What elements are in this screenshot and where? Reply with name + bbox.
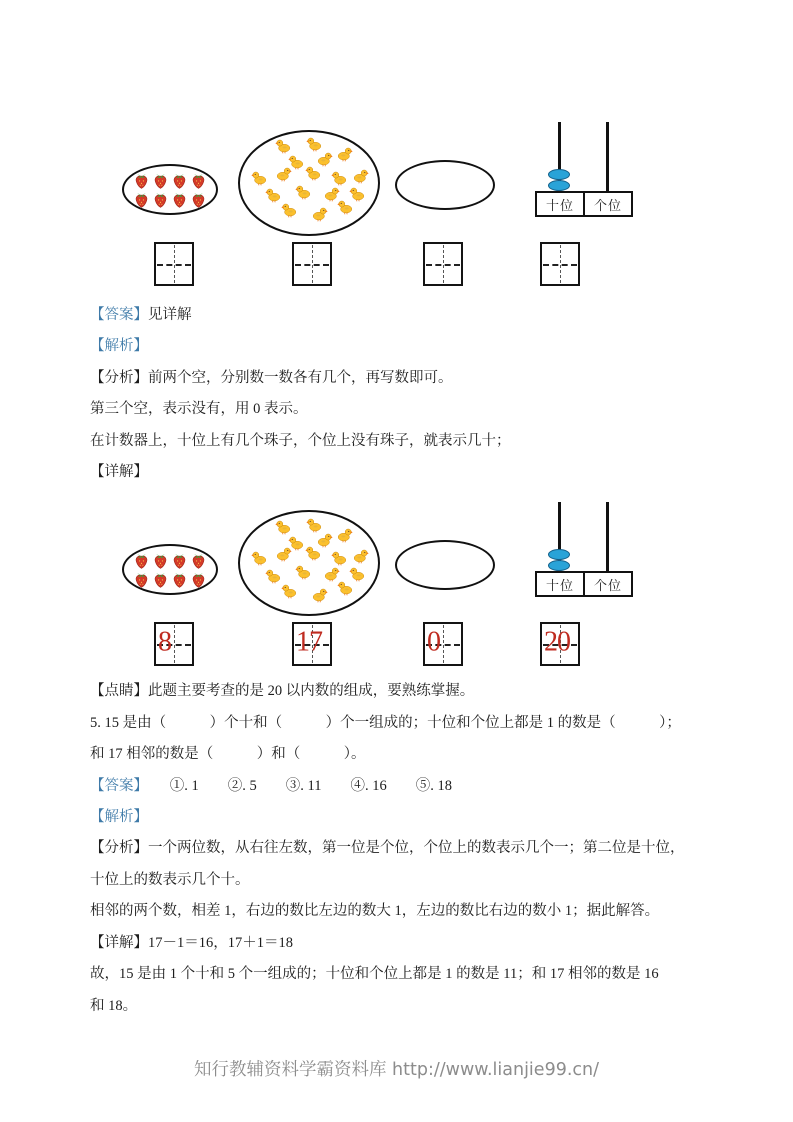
text-line <box>90 771 708 802</box>
line-text: ①. 1 ②. 5 ③. 11 ④. 16 ⑤. 18 <box>140 777 452 794</box>
text-line <box>90 739 708 770</box>
answer-grid-box <box>292 242 332 286</box>
place-value-table <box>535 571 633 597</box>
abacus-bead <box>548 180 570 191</box>
strawberry-icon <box>170 570 189 589</box>
abacus-bead <box>548 560 570 571</box>
ones-rod <box>606 502 609 572</box>
line-text: 和 17 相邻的数是（ ）和（ ）。 <box>90 746 366 763</box>
ones-place-label: 个位 <box>583 573 631 595</box>
strawberry-icon <box>170 551 189 570</box>
text-line <box>90 708 708 739</box>
strawberry-icon <box>170 171 189 190</box>
duck-icon <box>276 166 292 182</box>
place-value-table <box>535 191 633 217</box>
text-line <box>90 426 708 457</box>
text-line <box>90 959 708 990</box>
line-text: 5. 15 是由（ ）个十和（ ）个一组成的；十位和个位上都是 1 的数是（ ）； <box>90 714 681 731</box>
abacus-bead <box>548 549 570 560</box>
text-line <box>90 363 708 394</box>
strawberry-icon <box>151 570 170 589</box>
duck-icon <box>295 564 311 580</box>
strawberry-icon <box>132 190 151 209</box>
text-line <box>90 991 708 1022</box>
answer-value: 20 <box>544 627 570 659</box>
tens-place-label: 十位 <box>545 577 574 593</box>
text-line <box>90 833 708 864</box>
empty-oval <box>395 540 495 590</box>
duck-icon <box>305 165 321 181</box>
answer-grid-box <box>423 622 463 666</box>
duck-icon <box>275 138 291 154</box>
worksheet-content <box>90 118 708 1022</box>
answer-grid-box <box>154 622 194 666</box>
line-text: 【分析】一个两位数，从右往左数，第一位是个位，个位上的数表示几个一；第二位是十位， <box>90 840 685 857</box>
answer-value: 17 <box>296 627 322 659</box>
dashed-vertical-guide <box>560 245 561 283</box>
tens-place-label: 十位 <box>545 197 574 213</box>
duck-icon <box>337 527 353 543</box>
duck-icon <box>295 184 311 200</box>
duck-icon <box>265 187 281 203</box>
duck-icon <box>281 202 297 218</box>
strawberry-icon <box>189 570 208 589</box>
answer-grid-box <box>154 242 194 286</box>
text-line <box>90 865 708 896</box>
ones-rod <box>606 122 609 192</box>
duck-icon <box>251 550 267 566</box>
duck-icon <box>353 168 369 184</box>
strawberry-icon <box>189 190 208 209</box>
duck-icon <box>275 519 291 535</box>
strawberry-icon <box>151 171 170 190</box>
question-figure <box>90 118 708 288</box>
text-line <box>90 676 708 707</box>
bracket-label: 【解析】 <box>90 809 148 826</box>
strawberry-icon <box>151 190 170 209</box>
duck-icon <box>337 580 353 596</box>
answer-grid-box <box>292 622 332 666</box>
duck-icon <box>337 146 353 162</box>
dashed-vertical-guide <box>443 245 444 283</box>
duck-icon <box>265 568 281 584</box>
duck-icon <box>353 548 369 564</box>
duck-icon <box>251 170 267 186</box>
strawberry-icon <box>170 190 189 209</box>
duck-icon <box>305 545 321 561</box>
answer-value: 0 <box>427 627 440 659</box>
explanation-text-block <box>90 676 708 1021</box>
text-line <box>90 394 708 425</box>
answer-figure <box>90 498 708 668</box>
analysis-text-block <box>90 300 708 488</box>
line-text: 见详解 <box>148 307 192 323</box>
footer-link[interactable]: 知行教辅资料学霸资料库 http://www.lianjie99.cn/ <box>193 1060 600 1080</box>
bracket-label: 【解析】 <box>90 338 148 355</box>
bracket-label: 【答案】 <box>90 777 141 794</box>
duck-icon <box>331 550 347 566</box>
duck-icon <box>331 170 347 186</box>
duck-icon <box>306 517 322 533</box>
strawberry-group-oval <box>122 544 218 595</box>
line-text: 在计数器上，十位上有几个珠子，个位上没有珠子，就表示几十； <box>90 432 511 449</box>
text-line <box>90 331 708 362</box>
duck-icon <box>312 587 328 603</box>
bracket-label: 【答案】 <box>90 307 148 323</box>
ones-place-label: 个位 <box>583 193 631 215</box>
line-text: 【详解】 <box>90 464 148 481</box>
duck-icon <box>281 583 297 599</box>
text-line <box>90 300 708 331</box>
strawberry-icon <box>132 551 151 570</box>
text-line <box>90 928 708 959</box>
strawberry-icon <box>189 171 208 190</box>
text-line <box>90 457 708 488</box>
line-text: 十位上的数表示几个十。 <box>90 871 250 888</box>
line-text: 【点睛】此题主要考查的是 20 以内数的组成，要熟练掌握。 <box>90 683 475 700</box>
duck-icon <box>276 546 292 562</box>
abacus-counter <box>535 122 633 218</box>
dashed-vertical-guide <box>443 625 444 663</box>
answer-grid-box <box>423 242 463 286</box>
abacus-bead <box>548 169 570 180</box>
dashed-vertical-guide <box>174 245 175 283</box>
line-text: 和 18。 <box>90 997 138 1014</box>
line-text: 相邻的两个数，相差 1，右边的数比左边的数大 1，左边的数比右边的数小 1；据此解答。 <box>90 903 660 920</box>
line-text: 第三个空，表示没有，用 0 表示。 <box>90 401 308 418</box>
strawberry-icon <box>132 570 151 589</box>
text-line <box>90 802 708 833</box>
line-text: 【分析】前两个空，分别数一数各有几个，再写数即可。 <box>90 369 453 386</box>
empty-oval <box>395 160 495 210</box>
site-footer <box>0 1056 793 1081</box>
dashed-vertical-guide <box>174 625 175 663</box>
answer-grid-box <box>540 622 580 666</box>
answer-value: 8 <box>158 627 171 659</box>
dashed-vertical-guide <box>312 245 313 283</box>
abacus-counter <box>535 502 633 598</box>
duck-group-oval <box>238 130 380 236</box>
strawberry-icon <box>189 551 208 570</box>
strawberry-icon <box>151 551 170 570</box>
line-text: 故，15 是由 1 个十和 5 个一组成的；十位和个位上都是 1 的数是 11；和 17 相邻的数是 16 <box>90 966 659 983</box>
duck-icon <box>306 136 322 152</box>
text-line <box>90 896 708 927</box>
duck-group-oval <box>238 510 380 616</box>
strawberry-icon <box>132 171 151 190</box>
duck-icon <box>337 199 353 215</box>
strawberry-group-oval <box>122 164 218 215</box>
duck-icon <box>312 206 328 222</box>
answer-grid-box <box>540 242 580 286</box>
line-text: 【详解】17－1＝16，17＋1＝18 <box>90 934 293 951</box>
